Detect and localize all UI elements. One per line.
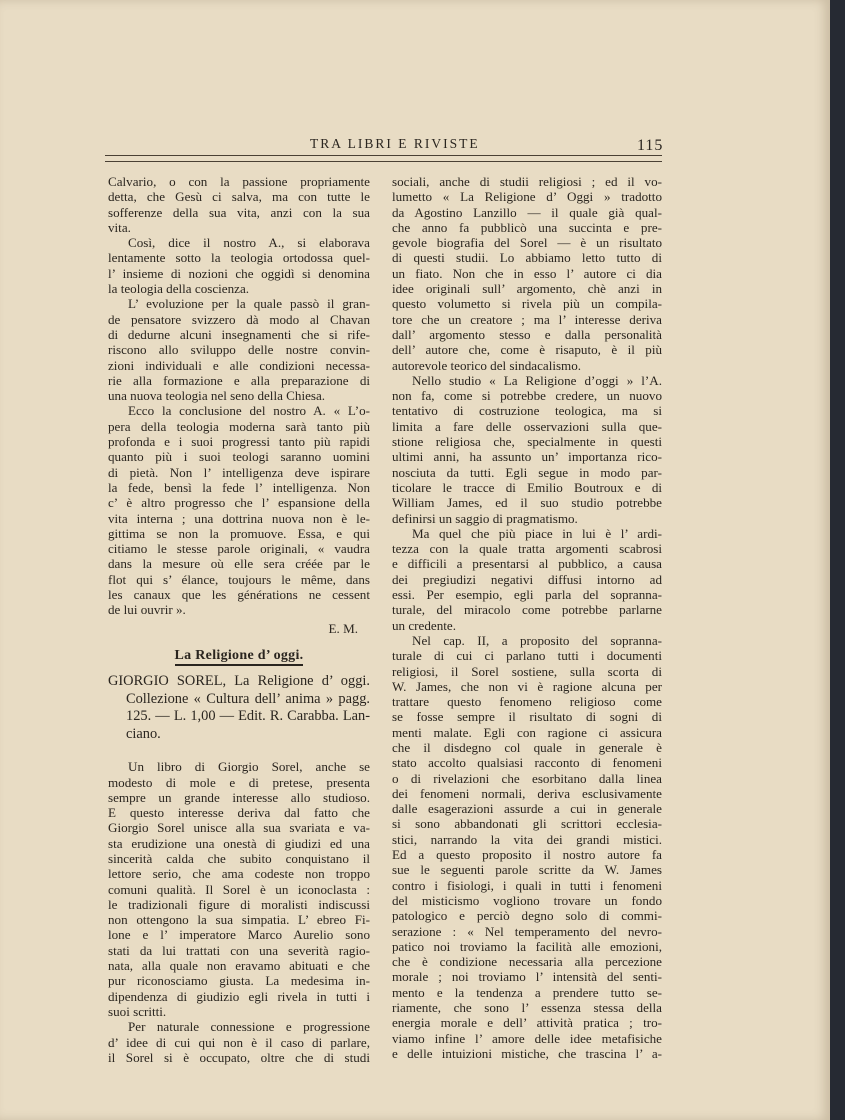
text-line: W. James, che non vi è ragione alcuna per — [392, 678, 662, 694]
text-line: stati da lui trattati con una severità ragio- — [108, 942, 370, 958]
text-line: di questi studii. Lo abbiamo letto tutto di — [392, 250, 662, 266]
background-edge — [830, 0, 845, 1120]
text-line: turale di cui ci parlano tutti i documenti — [392, 648, 662, 664]
text-line: patologico e perciò degno solo di commi- — [392, 908, 662, 924]
text-line: stici, narrando la vita dei grandi mistici. — [392, 831, 662, 847]
text-line: la fede, bensì la fede l’ intelligenza. Non — [108, 479, 370, 495]
bibliographic-entry — [108, 673, 370, 743]
text-line: rie alla formazione e alla preparazione di — [108, 372, 370, 388]
text-line: limita a fare delle osservazioni sulla que- — [392, 418, 662, 434]
text-line: sincerità calda che subito conquistano il — [108, 850, 370, 866]
page-number: 115 — [637, 137, 664, 154]
text-line: pur riconosciamo giusta. La medesima in- — [108, 973, 370, 989]
text-line: gevole biografia del Sorel — è un risultato — [392, 235, 662, 251]
text-line: L’ evoluzione per la quale passò il gran- — [128, 296, 370, 312]
text-line: contro i fisiologi, i quali in tutti i fenomeni — [392, 877, 662, 893]
text-line: gittima se non la promuove. Essa, e qui — [108, 525, 370, 541]
text-line: mento e la tendenza a prendere tutto se- — [392, 984, 662, 1000]
text-line: stione religiosa che, specialmente in questi — [392, 434, 662, 450]
text-line: sta erudizione una onestà di giudizi ed una — [108, 835, 370, 851]
text-line: profonda e i suoi progressi tanto più rapidi — [108, 434, 370, 450]
text-line: dipendenza di giudizio egli rivela in tutti i — [108, 988, 370, 1004]
text-line: dell’ autore che, come è risaputo, è il più — [392, 342, 662, 358]
section-title — [108, 648, 370, 663]
text-line: da Agostino Lanzillo — il quale già qual- — [392, 204, 662, 220]
text-line: Collezione « Cultura dell’ anima » pagg. — [126, 690, 370, 707]
text-line: Nello studio « La Religione d’oggi » l’A. — [412, 372, 662, 388]
text-line: les canaux que les générations ne cessent — [108, 587, 370, 603]
text-line: c’ è altro progresso che l’ espansione della — [108, 495, 370, 511]
text-line: menti malate. Egli con ragione ci assicura — [392, 724, 662, 740]
text-line: una nuova teologia nel seno della Chiesa. — [108, 388, 326, 404]
text-line: questo volumetto si rivela più un compila- — [392, 296, 662, 312]
text-line: tentativo di costruzione teologica, ma si — [392, 403, 662, 419]
text-line: serazione : « Nel temperamento del nevro- — [392, 923, 662, 939]
text-line: il Sorel si è occupato, oltre che di studi — [108, 1049, 370, 1065]
right-column — [392, 174, 662, 1061]
text-line: che anno fa pubblicò una succinta e pre- — [392, 219, 662, 235]
text-line: lumetto « La Religione d’ Oggi » tradotto — [392, 189, 662, 205]
text-line: che il disdegno col quale in generale è — [392, 739, 662, 755]
text-line: dei pregiudizi negativi diffusi intorno ad — [392, 571, 662, 587]
text-line: citiamo le stesse parole originali, « vaudra — [108, 541, 370, 557]
text-line: quanto più i suoi teologi saranno uomini — [108, 449, 370, 465]
paragraph — [392, 633, 662, 1061]
text-line: dalle esagerazioni assurde a cui in generale — [392, 801, 662, 817]
text-line: la teologia della coscienza. — [108, 281, 250, 297]
text-line: modesto di mole e di pretese, presenta — [108, 774, 370, 790]
text-line: dans la mesure où elle sera créée par le — [108, 556, 370, 572]
text-line: dei fenomeni normali, deriva esclusivamente — [392, 785, 662, 801]
text-line: nata, alla quale non eravamo abituati e che — [108, 958, 370, 974]
text-line: tezza con la quale tratta argomenti scabrosi — [392, 541, 662, 557]
text-line: 125. — L. 1,00 — Edit. R. Carabba. Lan- — [126, 708, 370, 725]
text-line: dall’ argomento stesso e dalla personalità — [392, 326, 662, 342]
text-line: religiosi, il Sorel sostiene, sulla scorta di — [392, 663, 662, 679]
text-line: Per naturale connessione e progressione — [128, 1019, 370, 1035]
text-line: riamente, che sono l’ essenza stessa della — [392, 1000, 662, 1016]
text-line: GIORGIO SOREL, La Religione d’ oggi. — [108, 673, 370, 690]
text-line: comuni qualità. Il Sorel è un iconoclasta : — [108, 881, 370, 897]
text-line: che è condizione necessaria alla percezione — [392, 954, 662, 970]
text-line: de lui ouvrir ». — [108, 602, 186, 618]
left-column — [108, 174, 370, 1065]
text-line: lentamente sotto la teologia ortodossa quel- — [108, 250, 370, 266]
text-line: detta, che Gesù ci salva, ma con tutte le — [108, 189, 370, 205]
paragraph — [108, 1019, 370, 1065]
text-line: suoi scritti. — [108, 1003, 167, 1019]
text-line: definirsi un saggio di pragmatismo. — [392, 510, 578, 526]
text-line: ultimi anni, ha assunto un’ importanza rico- — [392, 449, 662, 465]
paragraph — [108, 174, 370, 235]
paragraph — [108, 296, 370, 403]
paragraph — [108, 235, 370, 296]
paragraph — [392, 174, 662, 373]
text-line: idee originali sull’ argomento, chè anzi in — [392, 281, 662, 297]
paragraph — [108, 759, 370, 1019]
text-line: Calvario, o con la passione propriamente — [108, 174, 370, 189]
text-line: trattare questo fenomeno religioso come — [392, 694, 662, 710]
text-line: sempre un grande interesse allo studioso. — [108, 789, 370, 805]
text-line: Giorgio Sorel unisce alla sua svariata e va- — [108, 820, 370, 836]
text-line: un fiato. Non che in esso l’ autore ci dia — [392, 265, 662, 281]
text-line: vita. — [108, 219, 131, 235]
text-line: morale ; noi troviamo l’ intensità del senti- — [392, 969, 662, 985]
text-line: vita interna ; una dottrina nuova non è le- — [108, 510, 370, 526]
text-line: viamo infine l’ amore delle idee metafisiche — [392, 1030, 662, 1046]
text-line: sofferenze della sua vita, anzi con la sua — [108, 204, 370, 220]
text-line: ticolare le tracce di Emilio Boutroux e di — [392, 479, 662, 495]
text-line: nosciuta da tutti. Egli segue in modo par- — [392, 464, 662, 480]
text-line: zioni individuali e alle condizioni necessa- — [108, 357, 370, 373]
text-line: riscono allo sviluppo delle nostre convin- — [108, 342, 370, 358]
paragraph — [108, 403, 370, 617]
text-line: Un libro di Giorgio Sorel, anche se — [128, 759, 370, 775]
text-line: se fosse sempre il risultato di sogni di — [392, 709, 662, 725]
text-line: di dedurne alcuni insegnamenti che si rife- — [108, 326, 370, 342]
text-line: ciano. — [126, 725, 161, 742]
text-line: non fa, come si potrebbe credere, un nuovo — [392, 388, 662, 404]
text-line: d’ idee di cui qui non è il caso di parlare, — [108, 1034, 370, 1050]
text-line: di pietà. Non l’ intelligenza deve ispirare — [108, 464, 370, 480]
text-line: lettore serio, che ama codeste non troppo — [108, 866, 370, 882]
text-line: autorevole teorico del sindacalismo. — [392, 357, 582, 373]
text-line: Così, dice il nostro A., si elaborava — [128, 235, 370, 251]
text-line: turale, del miracolo come potrebbe parlarne — [392, 602, 662, 618]
text-line: si sono abbandonati gli scrittori ecclesia- — [392, 816, 662, 832]
text-line: de pensatore svizzero dà modo al Chavan — [108, 311, 370, 327]
text-line: Nel cap. II, a proposito del sopranna- — [412, 632, 662, 648]
text-line: stato accolto qualsiasi racconto di fenomeni — [392, 755, 662, 771]
text-line: e difficili a presentarsi al pubblico, a causa — [392, 556, 662, 572]
text-line: flot qui s’ élance, toujours le même, dans — [108, 571, 370, 587]
text-line: essi. Per esempio, egli parla del sopranna- — [392, 587, 662, 603]
paragraph — [392, 526, 662, 633]
paragraph — [392, 373, 662, 526]
text-line: pera della teologia moderna sarà tanto più — [108, 418, 370, 434]
text-line: o di rivelazioni che esorbitano dalla linea — [392, 770, 662, 786]
text-line: sue le seguenti parole scritte da W. James — [392, 862, 662, 878]
text-line: Ecco la conclusione del nostro A. « L’o- — [128, 403, 370, 419]
text-line: e delle intuizioni mistiche, che trascina l’ a- — [392, 1045, 662, 1061]
text-line: sociali, anche di studii religiosi ; ed il vo- — [392, 174, 662, 189]
text-line: patico noi troviamo la facilità alle emozioni, — [392, 938, 662, 954]
text-line: del misticismo vogliono trovare un fondo — [392, 892, 662, 908]
author-signature: E. M. — [328, 620, 358, 636]
text-line: le tradizionali figure di moralisti indiscussi — [108, 896, 370, 912]
text-line: lone e l’ imperatore Marco Aurelio sono — [108, 927, 370, 943]
running-title: TRA LIBRI E RIVISTE — [310, 136, 480, 151]
text-line: non ottengono la sua simpatia. L’ ebreo Fi- — [108, 912, 370, 928]
text-line: energia morale e dell’ attività pratica ; tro- — [392, 1015, 662, 1031]
section-title-text: La Religione d’ oggi. — [175, 648, 304, 666]
text-line: Ed a questo proposito il nostro autore fa — [392, 847, 662, 863]
text-line: l’ insieme di nozioni che oggidì si denomina — [108, 265, 370, 281]
text-line: Ma quel che più piace in lui è l’ ardi- — [412, 525, 662, 541]
header-rule — [105, 155, 662, 162]
text-line: un credente. — [392, 617, 456, 633]
text-line: William James, ed il suo studio potrebbe — [392, 495, 662, 511]
text-line: E questo interesse deriva dal fatto che — [108, 805, 370, 821]
text-line: tore che un creatore ; ma l’ interesse deriva — [392, 311, 662, 327]
